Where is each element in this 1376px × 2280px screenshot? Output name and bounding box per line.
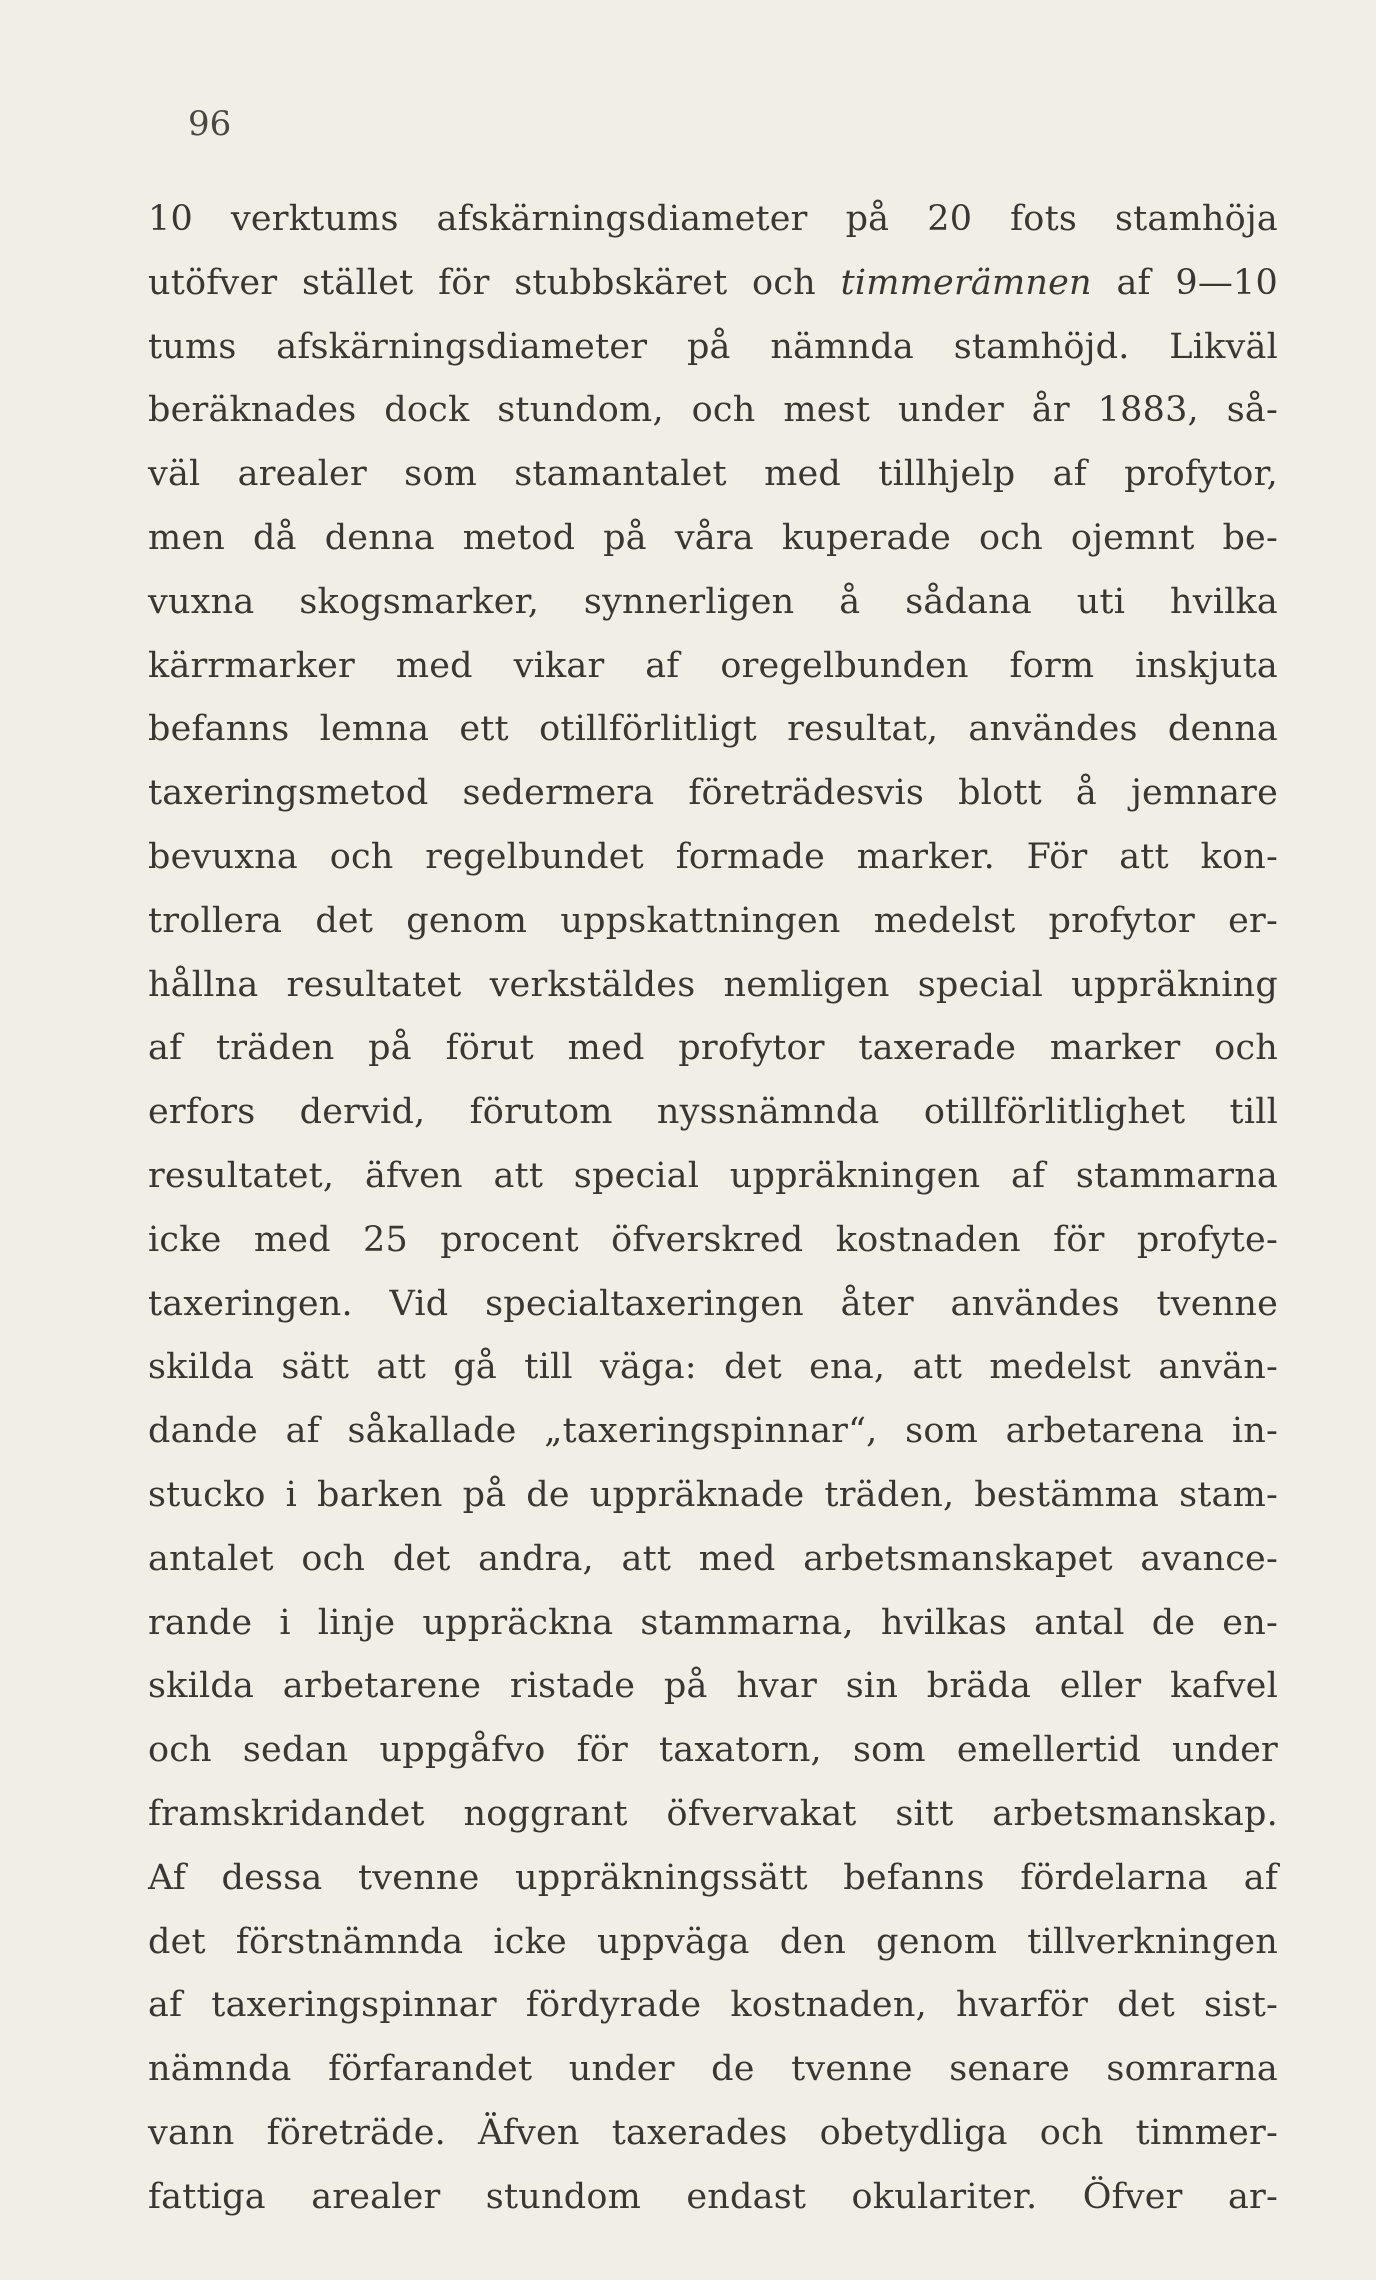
text-line — [148, 1400, 1278, 1464]
text-segment: skilda sätt att gå till väga: det ena, att medelst använ- — [148, 1347, 1278, 1388]
text-line — [148, 1209, 1278, 1273]
text-line — [148, 635, 1278, 699]
text-line — [148, 826, 1278, 890]
text-line — [148, 1847, 1278, 1911]
text-line — [148, 2038, 1278, 2102]
text-segment: taxeringen. Vid specialtaxeringen åter användes tvenne — [148, 1283, 1278, 1324]
text-segment: af 9—10 — [1091, 262, 1278, 303]
text-segment: antalet och det andra, att med arbetsmanskapet avance- — [148, 1538, 1278, 1579]
text-segment: icke med 25 procent öfverskred kostnaden för profyte- — [148, 1219, 1278, 1260]
text-segment: bevuxna och regelbundet formade marker. För att kon- — [148, 836, 1278, 877]
text-line — [148, 188, 1278, 252]
text-line — [148, 1145, 1278, 1209]
text-line — [148, 507, 1278, 571]
text-line — [148, 890, 1278, 954]
text-line — [148, 379, 1278, 443]
text-segment: resultatet, äfven att special uppräkningen af stammarna — [148, 1155, 1278, 1196]
page-number: 96 — [188, 104, 232, 144]
text-segment: tums afskärningsdiameter på nämnda stamhöjd. Likväl — [148, 326, 1278, 367]
text-line — [148, 571, 1278, 635]
text-line — [148, 1974, 1278, 2038]
text-line — [148, 1911, 1278, 1975]
text-segment: beräknades dock stundom, och mest under år 1883, så- — [148, 390, 1278, 431]
text-segment: väl arealer som stamantalet med tillhjelp af profytor, — [148, 454, 1278, 495]
text-line — [148, 1528, 1278, 1592]
text-segment: trollera det genom uppskattningen medelst profytor er- — [148, 900, 1278, 941]
text-line — [148, 1783, 1278, 1847]
text-segment: taxeringsmetod sedermera företrädesvis blott å jemnare — [148, 773, 1278, 814]
text-line — [148, 1017, 1278, 1081]
text-line — [148, 316, 1278, 380]
text-line — [148, 954, 1278, 1018]
text-line — [148, 1273, 1278, 1337]
text-segment: utöfver stället för stubbskäret och — [148, 262, 841, 303]
text-line — [148, 1655, 1278, 1719]
text-line — [148, 1719, 1278, 1783]
text-segment: kärrmarker med vikar af oregelbunden form inskjuta — [148, 645, 1278, 686]
text-segment: skilda arbetarene ristade på hvar sin bräda eller kafvel — [148, 1666, 1278, 1707]
text-segment: vann företräde. Äfven taxerades obetydliga och timmer- — [148, 2112, 1278, 2153]
text-line — [148, 2166, 1278, 2230]
text-segment: af taxeringspinnar fördyrade kostnaden, hvarför det sist- — [148, 1985, 1278, 2026]
text-segment: vuxna skogsmarker, synnerligen å sådana uti hvilka — [148, 581, 1278, 622]
text-segment: och sedan uppgåfvo för taxatorn, som emellertid under — [148, 1730, 1278, 1771]
text-line — [148, 1336, 1278, 1400]
text-segment: af träden på förut med profytor taxerade marker och — [148, 1028, 1278, 1069]
text-segment: fattiga arealer stundom endast okulariter. Öfver ar- — [148, 2176, 1278, 2217]
text-line — [148, 1464, 1278, 1528]
text-line — [148, 443, 1278, 507]
text-line — [148, 1592, 1278, 1656]
text-line — [148, 762, 1278, 826]
text-segment: Af dessa tvenne uppräkningssätt befanns fördelarna af — [148, 1857, 1278, 1898]
text-line — [148, 2102, 1278, 2166]
text-segment: framskridandet noggrant öfvervakat sitt arbetsmanskap. — [148, 1793, 1278, 1834]
body-text — [148, 188, 1278, 2230]
text-segment: befanns lemna ett otillförlitligt resultat, användes denna — [148, 709, 1278, 750]
text-segment: nämnda förfarandet under de tvenne senare somrarna — [148, 2049, 1278, 2090]
text-line — [148, 252, 1278, 316]
italic-text-segment: timmerämnen — [840, 262, 1092, 303]
text-segment: dande af såkallade „taxeringspinnar“, som arbetarena in- — [148, 1411, 1278, 1452]
text-segment: rande i linje uppräckna stammarna, hvilkas antal de en- — [148, 1602, 1278, 1643]
text-segment: stucko i barken på de uppräknade träden, bestämma stam- — [148, 1474, 1278, 1515]
text-segment: erfors dervid, förutom nyssnämnda otillförlitlighet till — [148, 1092, 1278, 1133]
text-segment: hållna resultatet verkstäldes nemligen special uppräkning — [148, 964, 1278, 1005]
text-segment: 10 verktums afskärningsdiameter på 20 fots stamhöja — [148, 199, 1278, 239]
text-line — [148, 698, 1278, 762]
text-segment: det förstnämnda icke uppväga den genom tillverkningen — [148, 1921, 1278, 1962]
text-segment: men då denna metod på våra kuperade och ojemnt be- — [148, 517, 1278, 558]
text-line — [148, 1081, 1278, 1145]
